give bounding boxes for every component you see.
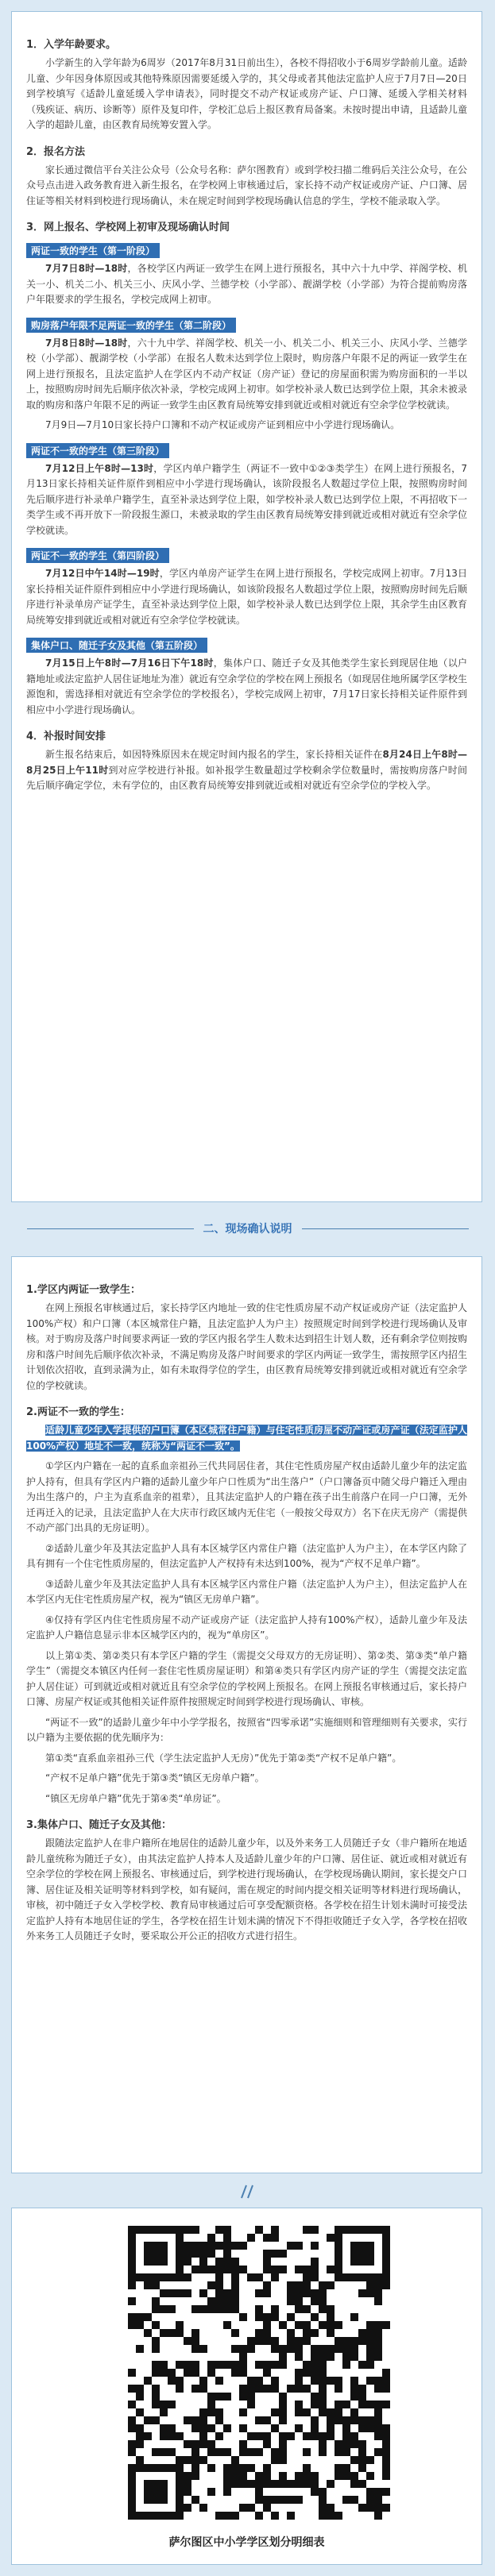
case-1: ①学区内户籍在一起的直系血亲祖孙三代共同居住者，其住宅性质房屋产权由适龄儿童少年的法定监护人持有，但具有学区内户籍的适龄儿童少年户口性质为“出生落户”（户口簿备页中随父母户籍迁入理由为出生落户的，户主为直系血亲的祖辈），且其法定监护人的户籍在孩子出生前落户在同一户口簿，无外迁再迁入的记录，且法定监护人在大庆市行政区域内无住宅（一般按父母双方）名下在庆无房产（需提供不动产部门出具的无房证明）。 — [26, 1460, 467, 1533]
title-divider-right — [302, 1228, 469, 1229]
definition-highlight: 适龄儿童少年入学提供的户口簿（本区城常住户籍）与住宅性质房屋不动产证或房产证（法定监护人100%产权）地址不一致，统称为“两证不一致”。 — [26, 1425, 467, 1452]
supplement-date: 8月24日上午8时—8月25日上午11时 — [26, 749, 467, 776]
method-heading: 2．报名方法 — [26, 145, 86, 158]
stage2-tag: 购房落户年限不足两证一致的学生（第二阶段） — [26, 318, 236, 333]
slash-divider-icon — [235, 2184, 259, 2200]
section2-title — [0, 1217, 495, 1240]
priority-2: “产权不足单户籍”优先于第③类“镇区无房单户籍”。 — [45, 1772, 265, 1784]
stage5-text — [26, 656, 467, 718]
consistent-heading: 1.学区内两证一致学生： — [26, 1284, 141, 1296]
stage3-text — [26, 461, 467, 539]
schedule-heading: 3．网上报名、学校网上初审及现场确认时间 — [26, 222, 230, 233]
stage4-date: 7月12日中午14时—19时 — [45, 568, 160, 579]
case-3: ③适龄儿童少年及其法定监护人具有本区城学区内常住户籍（法定监护人为户主），但法定监护人在本学区内无住宅性质房屋产权，视为“镇区无房单户籍”。 — [26, 1578, 467, 1605]
supplement-heading: 4．补报时间安排 — [26, 731, 106, 742]
priority-intro: “两证不一致”的适龄儿童少年中小学学报名，按照省“四零承诺”实施细则和管理细则有关要求，实行以户籍为主要依据的优先顺序为： — [26, 1716, 467, 1743]
stage1-text — [26, 261, 467, 308]
inconsistent-heading: 2.两证不一致的学生： — [26, 1406, 130, 1418]
migrant-text: 跟随法定监护人在非户籍所在地居住的适龄儿童少年，以及外来务工人员随迁子女（非户籍所在地适龄儿童统称为随迁子女），由其法定监护人持本人及适龄儿童少年的户口簿、居住证、就近或相对就近有空余学位的学校在网上预报名、审核通过后，到学校进行现场确认，在学校现场确认期间，家长提交户口簿、居住证及相关证明等材料到学校，如有疑问，需在规定的时间内提交相关证明等材料进行现场确认，审核，初中随迁子女入学校学校、教育局审核通过后可享受配额资格。各学校在招生计划未满时可接受法定监护人持有本地居住证的学生，各学校在招生计划未满的情况下不得拒收随迁子女入学，各学校在招收外来务工人员随迁子女时，要采取公开公正的招收方式进行招生。 — [26, 1838, 467, 1942]
supplement-c: 到对应学校进行补报。如补报学生数量超过学校剩余学位数量时，需按购房落户时间先后顺序确定学位，未有学位的，由区教育局统筹安排到就近或相对就近有空余学位的学校入学。 — [26, 764, 467, 791]
supplement-a: 新生报名结束后，如因特殊原因未在规定时间内报名的学生，家长持相关证件在 — [45, 749, 383, 760]
priority-1: 第①类“直系血亲祖孙三代（学生法定监护人无房）”优先于第②类“产权不足单户籍”。 — [45, 1752, 402, 1764]
confirmation-panel — [11, 1256, 482, 2173]
stage3-body: ，学区内单户籍学生（两证不一致中①②③类学生）在网上进行预报名，7月13日家长持相关证件原件到相应中小学进行现场确认，该阶段报名人数超过学位上限，按照购房时间先后顺序进行补录单户籍学生，直至补录达到学位上限，如学校补录人数已达到学位上限，不再招收下一类学生或不再开放下一阶段报生源口，未被录取的学生由区教育局统筹安排到就近或相对就近有空余学位学校就读。 — [26, 462, 467, 536]
stage3-date: 7月12日上午8时—13时 — [45, 462, 154, 474]
qr-panel — [11, 2208, 482, 2565]
age-text: 小学新生的入学年龄为6周岁（2017年8月31日前出生），各校不得招收小于6周岁学龄前儿童。适龄儿童、少年因身体原因或其他特殊原因需要延缓入学的，其父母或者其他法定监护人应于7月7日—20日到学校填写《适龄儿童延缓入学申请表》，同时提交不动产权证或房产证、户口簿、延缓入学相关材料（残疾证、病历、诊断等）原件及复印件，学校汇总后上报区教育局备案。未按时提出申请，且适龄儿童入学的超龄儿童，由区教育局统筹安置入学。 — [26, 57, 467, 130]
stage1-date: 7月7日8时—18时 — [45, 263, 128, 274]
stage5-body: ，集体户口、随迁子女及其他类学生家长到现居住地（以户籍地址或法定监护人居住证地址为准）就近有空余学位的学校在网上预报名（如现居住地所属学区学校生源饱和，需选择相对就近有空余学位的学校报名），学校完成网上初审，7月17日家长持相关证件原件到相应中小学进行现场确认。 — [26, 657, 467, 715]
stage3-tag: 两证不一致的学生（第三阶段） — [26, 443, 169, 458]
cases-summary: 以上第①类、第②类只有本学区户籍的学生（需提交父母双方的无房证明）、第②类、第③类“单户籍学生”（需提交本镇区内任何一套住宅性质房屋证明）和第④类只有学区内房产证的学生（需提交法定监护人居住证）可到就近或相对就近且有空余学位的学校网上预报名。在网上预报名审核通过后，家长持户口簿、房屋产权证或其他相关证件原件按照规定时间到学校进行现场确认、审核。 — [26, 1649, 467, 1707]
stage4-tag: 两证不一致的学生（第四阶段） — [26, 548, 169, 563]
stage5-tag: 集体户口、随迁子女及其他（第五阶段） — [26, 638, 207, 653]
stage5-date: 7月15日上午8时—7月16日下午18时 — [45, 657, 214, 669]
section2-title-text: 二、现场确认说明 — [203, 1223, 292, 1236]
stage1-body: ，各校学区内两证一致学生在网上进行预报名，其中六十九中学、祥阁学校、机关一小、机关二小、机关三小、庆风小学、兰德学校（小学部）、靓湖学校（小学部）为符合提前购房落户年限要求的学生报名，学校完成网上初审。 — [26, 263, 467, 305]
stage4-text — [26, 566, 467, 628]
supplement-text — [26, 747, 467, 794]
stage1-tag: 两证一致的学生（第一阶段） — [26, 243, 160, 258]
migrant-heading: 3.集体户口、随迁子女及其他： — [26, 1819, 172, 1831]
stage2-confirm: 7月9日—7月10日家长持户口簿和不动产权证或房产证到相应中小学进行现场确认。 — [45, 419, 400, 430]
case-4: ④仅持有学区内住宅性质房屋不动产证或房产证（法定监护人持有100%产权），适龄儿童少年及法定监护人户籍信息显示非本区城学区内的，视为“单房区”。 — [26, 1614, 467, 1641]
qr-caption: 萨尔图区中小学学区划分明细表 — [168, 2536, 325, 2549]
age-heading: 1．入学年龄要求。 — [26, 39, 117, 51]
method-text: 家长通过微信平台关注公众号（公众号名称：萨尔图教育）或到学校扫描二维码后关注公众号，在公众号点击进入政务教育进入新生报名，在学校网上审核通过后，家长持不动产权证或房产证、户口簿、居住证等相关材料到校进行现场确认，未在规定时间到学校现场确认信息的学生，学校不能录取入学。 — [26, 164, 467, 206]
inconsistent-definition — [26, 1423, 467, 1454]
stage2-text — [26, 336, 467, 414]
qr-code-icon[interactable] — [128, 2226, 390, 2520]
stage2-body: ，六十九中学、祥阁学校、机关一小、机关二小、机关三小、庆风小学、兰德学校（小学部）、靓湖学校（小学部）在报名人数未达到学位上限时，购房落户年限不足的两证一致学生在网上进行预报名，且法定监护人在学区内不动产权证（房产证）登记的房屋面积需为购房面积的一半以上，按照购房时间先后顺序依次补录，学校完成网上初审。如学校补录人数已达到学位上限，其余未被录取的购房和落户年限不足的两证一致学生由区教育局统筹安排到就近或相对就近有空余学位学校就读。 — [26, 337, 467, 411]
priority-3: “镇区无房单户籍”优先于第④类“单房证”。 — [45, 1792, 226, 1804]
stage2-date: 7月8日8时—18时 — [45, 337, 128, 349]
stage4-body: ，学区内单房产证学生在网上进行预报名，学校完成网上初审。7月13日家长持相关证件原件到相应中小学进行现场确认，如该阶段报名人数超过学位上限，按照购房时间先后顺序进行补录单房产证学生，直至补录达到学位上限，如学校补录人数已达到学位上限，其余学生由区教育局统筹安排到就近或相对就近有空余学位学校就读。 — [26, 568, 467, 626]
case-2: ②适龄儿童少年及其法定监护人具有本区城学区内常住户籍（法定监护人为户主），在本学区内除了具有拥有一个住宅性质房屋的，但法定监护人产权持有未达到100%，视为“产权不足单户籍”。 — [26, 1542, 467, 1569]
consistent-text: 在网上预报名审核通过后，家长持学区内地址一致的住宅性质房屋不动产权证或房产证（法定监护人100%产权）和户口簿（本区城常住户籍，且法定监护人为户主）按照规定时间到学校进行现场确认及审核。对于购房及落户时间要求两证一致的学区内报名学生人数未达到招生计划人数，还有剩余学位则按购房和落户时间先后顺序依次补录，不满足购房及落户时间要求的学区内两证一致学生，需按照学区内招生计划依次招收，直到录满为止，如有未取得学位的学生，由区教育局统筹安排到就近或相对就近有空余学位的学校就读。 — [26, 1302, 467, 1391]
admission-rules-panel — [11, 11, 482, 1202]
title-divider-left — [27, 1228, 194, 1229]
